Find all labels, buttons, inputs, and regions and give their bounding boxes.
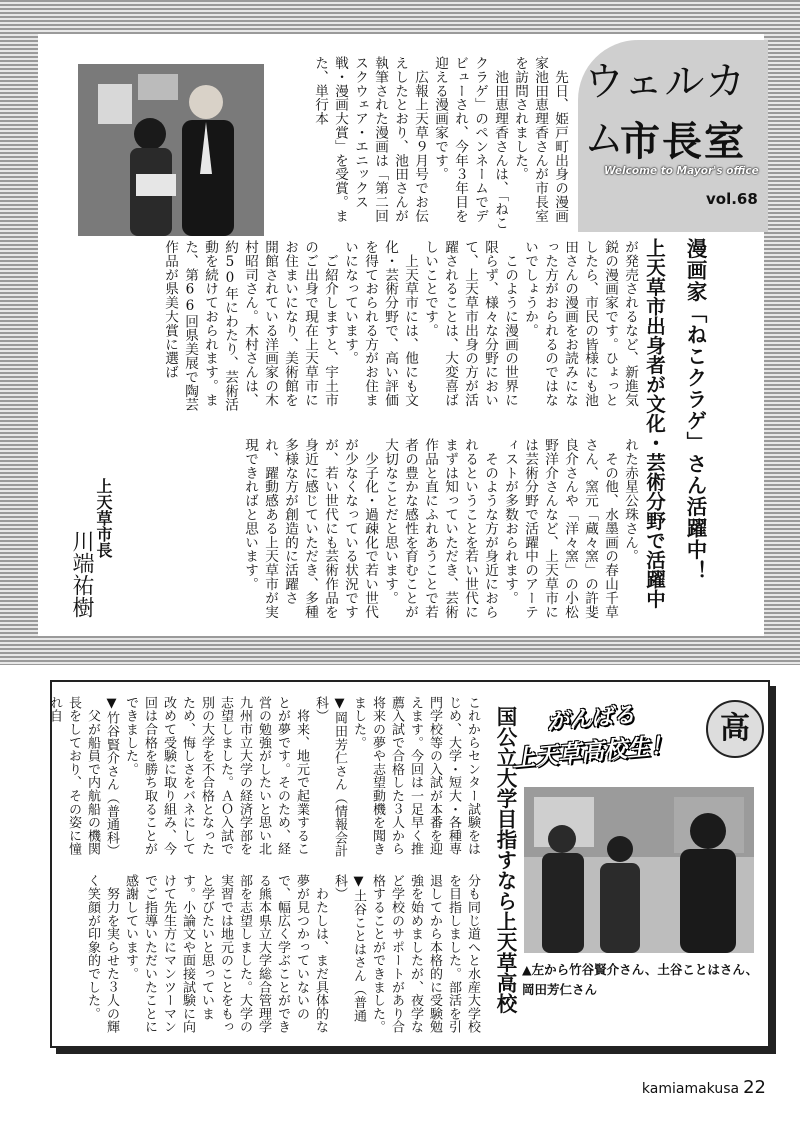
badge-emblem-text: 高 xyxy=(720,711,750,746)
mayor-signature-title: 上天草市長 xyxy=(94,478,113,558)
badge-line1: がんばる xyxy=(546,702,636,736)
header-subtitle: Welcome to Mayor's office xyxy=(604,165,759,177)
mayor-visit-photo-graphic xyxy=(78,64,264,236)
badge-line2: 上天草高校生！ xyxy=(511,732,674,773)
highschool-article-headline: 国公立大学目指すなら上天草高校 xyxy=(493,706,517,1014)
students-photo-graphic xyxy=(524,787,754,953)
page-footer xyxy=(642,1077,766,1098)
mayor-signature-name: 川端祐樹 xyxy=(69,530,94,618)
students-photo xyxy=(524,787,754,953)
highschool-article-column-2: 分も同じ道へと水産大学校を目指しました。部活を引退してから本格的に受験勉強を始めましたが、夜学など学校のサポートがあり合格することができました。 ▼土谷ことはさん（普通科） わたしは、まだ具体的な夢が見つかっていないので、幅広く学ぶことができる熊本県立大学総合管理学部を志望しました。大学の実習では地元のことをもっと学びたいと思っています。小論文や面接試験に向けて先生方にマンツーマンでご指導いただいたことに感謝しています。 努力を実らせた３人の輝く笑顔が印象的でした。 xyxy=(85,874,480,1034)
mayor-article-headline: 漫画家「ねこクラゲ」さん活躍中！ xyxy=(683,238,707,582)
students-photo-caption: ▲左から竹谷賢介さん、土谷ことはさん、岡田芳仁さん xyxy=(522,962,759,997)
mayor-article-subheadline: 上天草市出身者が文化・芸術分野で活躍中 xyxy=(643,238,666,609)
mayor-visit-photo xyxy=(78,64,264,236)
highschool-article-column-1: これからセンター試験をはじめ、大学・短大・各種専門学校等の入試が本番を迎えます。今回は一足早く推薦入試で合格した３人から将来の夢や志望動機を聞きました。 ▼岡田芳仁さん（情報会計科） 将来、地元で起業することが夢です。そのため、経営の勉強がしたいと思い北九州市立大学の経済学部を志望しました。ＡＯ入試で別の大学を不合格となったため、悔しさをバネにして改めて受験に取り組み、今回は合格を勝ち取ることができました。 ▼竹谷賢介さん（普通科） 父が船員で内航船の機関長をしており、その姿に憧れ自 xyxy=(47,696,480,858)
header-title-line1: ウェルカム xyxy=(584,59,747,162)
mayor-article-column-3: れた赤星公珠さん。 その他、水墨画の春山千草さん、窯元「蔵々窯」の許斐良介さんや「洋々窯」の小松野洋介さんなど、上天草市には芸術分野で活躍中のアーティストが多数おられます。 そのような方が身近におられるということを若い世代にまずは知っていただき、芸術作品と直にふれあうことで若者の豊かな感性を育むことが大切なことだと思います。 少子化・過疎化で若い世代が少なくなっている状況ですが、若い世代にも芸術作品を身近に感じていただき、多種多様な方が創造的に活躍され、躍動感ある上天草市が実現できればと思います。 xyxy=(242,438,638,619)
badge-emblem xyxy=(706,700,764,758)
mayor-article-column-1: 先日、姫戸町出身の漫画家池田恵理香さんが市長室を訪問されました。 池田恵理香さんは、「ねこクラゲ」のペンネームでデビューされ、今年３年目を迎える漫画家です。 広報上天草９月号でお伝えしたとおり、池田さんが執筆された漫画は「第二回スクウェア・エニックス戦・漫画大賞」を受賞。また、単行本 xyxy=(312,56,568,230)
publication-name: kamiamakusa xyxy=(641,1081,740,1097)
header-volume: vol.68 xyxy=(706,190,758,208)
page-number: 22 xyxy=(743,1077,766,1098)
mayor-article-column-2: が発売されるなど、新進気鋭の漫画家です。ひょっとしたら、市民の皆様にも池田さんの漫画をお読みになった方がおられるのではないでしょうか。 このように漫画の世界に限らず、様々な分野において、上天草市出身の方が活躍されることは、大変喜ばしいことです。 上天草市には、他にも文化・芸術分野で、高い評価を得ておられる方がお住まいになっています。 ご紹介しますと、宇土市のご出身で現在上天草市にお住まいになり、美術館を開館されている洋画家の木村昭司さん。木村さんは、約50年にわたり、芸術活動を続けておられます。また、第66回県美展で陶芸作品が県美大賞に選ば xyxy=(162,240,638,412)
header-title-line2: 市長室 xyxy=(620,119,746,165)
